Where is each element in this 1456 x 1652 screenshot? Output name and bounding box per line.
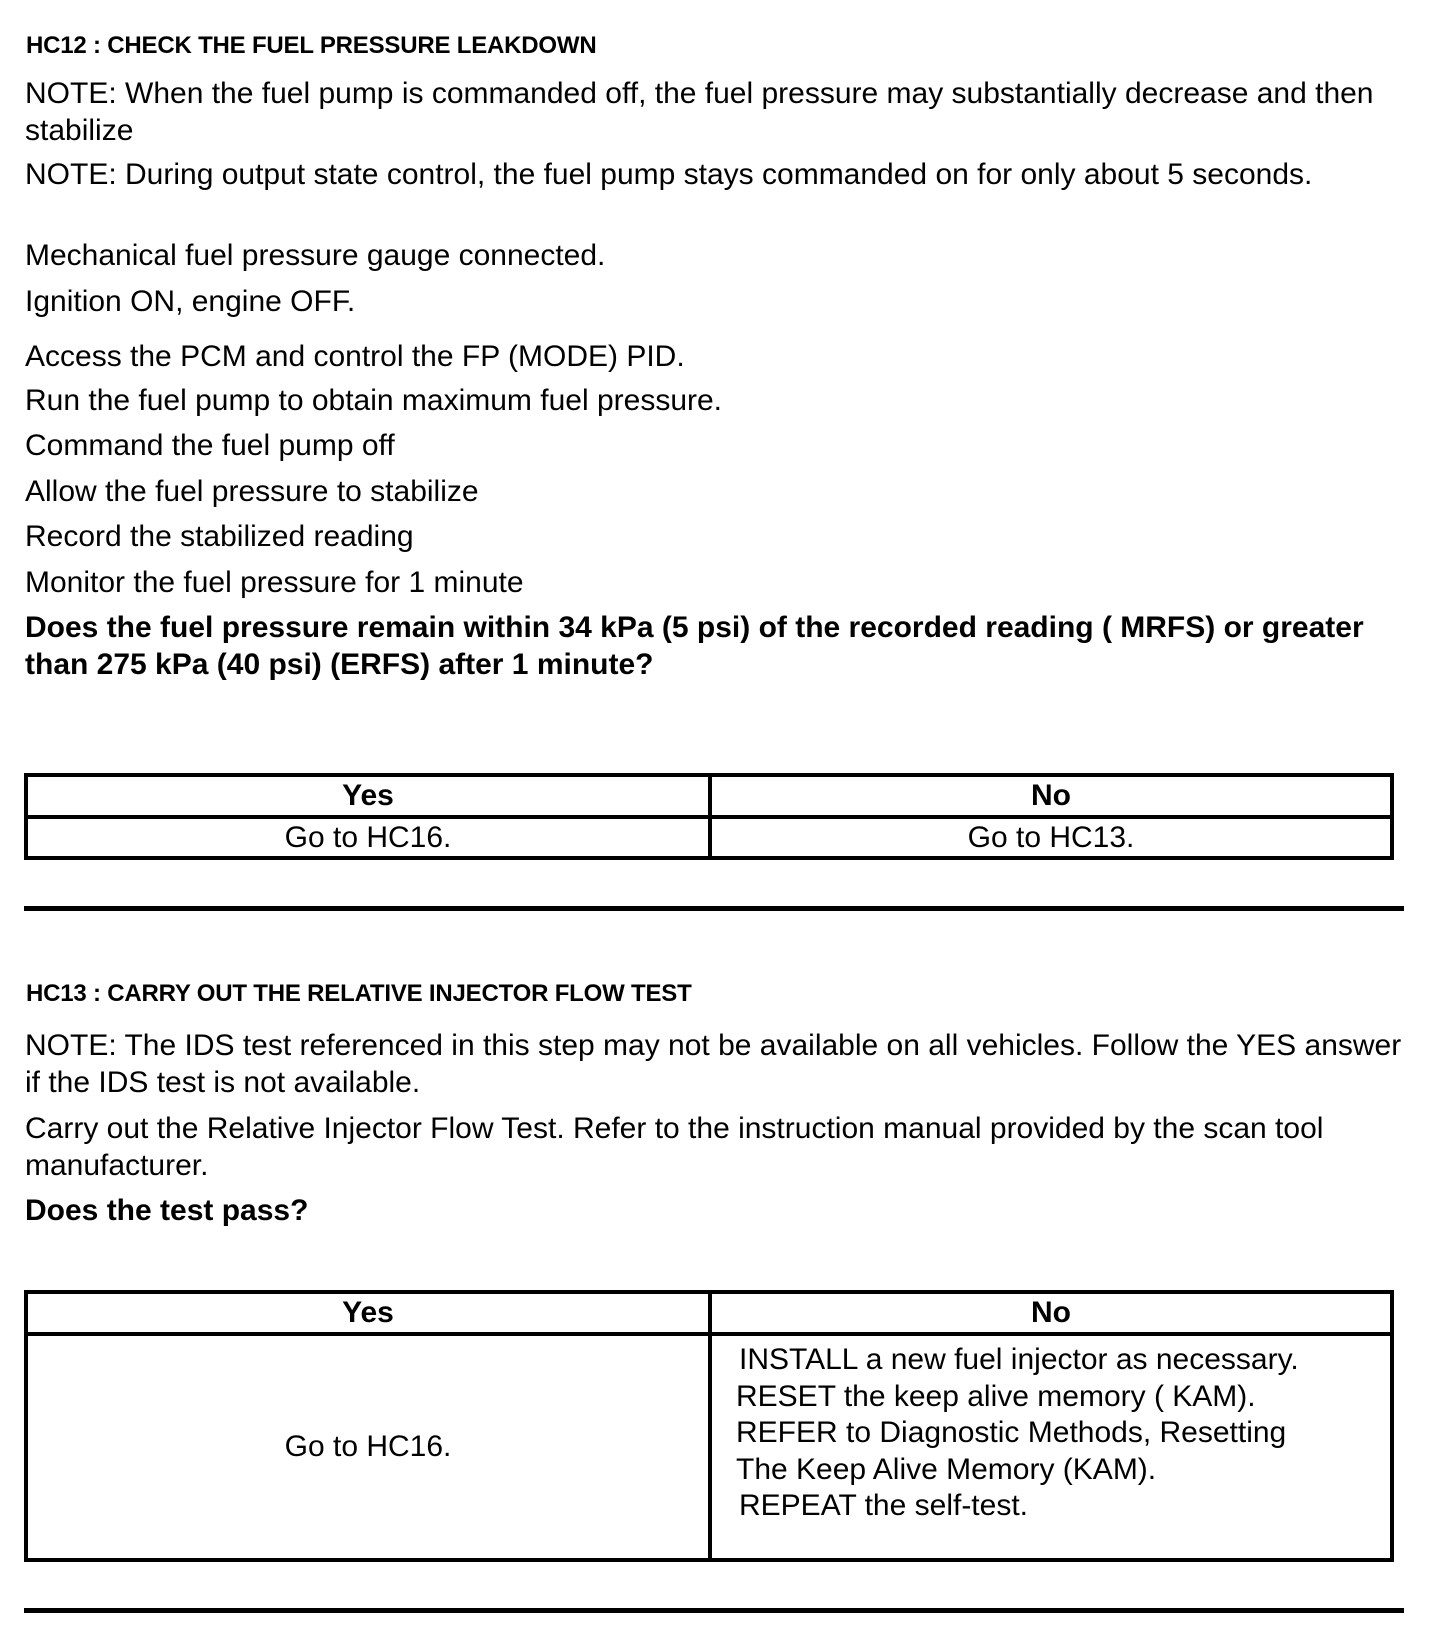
yes-header: Yes <box>26 775 710 817</box>
no-answer-link[interactable]: Go to HC13. <box>710 817 1392 858</box>
answer-table-hc13 <box>24 1290 1394 1562</box>
step-text: Command the fuel pump off <box>25 429 395 462</box>
action-line: REPEAT the self-test. <box>739 1489 1028 1522</box>
answer-table-hc12 <box>24 773 1394 860</box>
note-paragraph: NOTE: During output state control, the fuel pump stays commanded on for only about 5 seconds. <box>25 158 1313 191</box>
action-line: RESET the keep alive memory ( KAM). <box>736 1379 1256 1413</box>
section-divider <box>24 1608 1404 1613</box>
action-line: The Keep Alive Memory (KAM). <box>736 1452 1157 1486</box>
step-text: Ignition ON, engine OFF. <box>25 285 356 318</box>
no-header: No <box>710 775 1392 817</box>
no-header: No <box>710 1292 1392 1334</box>
note-paragraph: NOTE: The IDS test referenced in this step may not be available on all vehicles. Follow the YES answer if the IDS test is not available. <box>25 1029 1402 1099</box>
question-text: Does the test pass? <box>25 1194 309 1227</box>
question-text: Does the fuel pressure remain within 34 kPa (5 psi) of the recorded reading ( MRFS) or greater than 275 kPa (40 psi) (ERFS) after 1 minute? <box>25 611 1364 681</box>
step-text: Carry out the Relative Injector Flow Test. Refer to the instruction manual provided by the scan tool manufacturer. <box>25 1112 1324 1182</box>
action-line: INSTALL a new fuel injector as necessary. <box>739 1343 1299 1376</box>
note-paragraph: NOTE: When the fuel pump is commanded off, the fuel pressure may substantially decrease and then stabilize <box>25 77 1374 147</box>
yes-answer-link[interactable]: Go to HC16. <box>26 817 710 858</box>
section-divider <box>24 906 1404 911</box>
step-text: Record the stabilized reading <box>25 520 414 553</box>
step-text: Mechanical fuel pressure gauge connected. <box>25 239 606 272</box>
step-text: Run the fuel pump to obtain maximum fuel pressure. <box>25 384 723 417</box>
section-heading-hc13: HC13 : CARRY OUT THE RELATIVE INJECTOR FLOW TEST <box>26 980 692 1007</box>
no-answer-actions <box>710 1334 1392 1560</box>
step-text: Allow the fuel pressure to stabilize <box>25 475 479 508</box>
step-text: Access the PCM and control the FP (MODE) PID. <box>25 340 685 373</box>
action-line: REFER to Diagnostic Methods, Resetting <box>736 1416 1287 1449</box>
yes-header: Yes <box>26 1292 710 1334</box>
step-text: Monitor the fuel pressure for 1 minute <box>25 566 524 599</box>
yes-answer-link[interactable]: Go to HC16. <box>26 1334 710 1560</box>
section-heading-hc12: HC12 : CHECK THE FUEL PRESSURE LEAKDOWN <box>26 32 597 59</box>
